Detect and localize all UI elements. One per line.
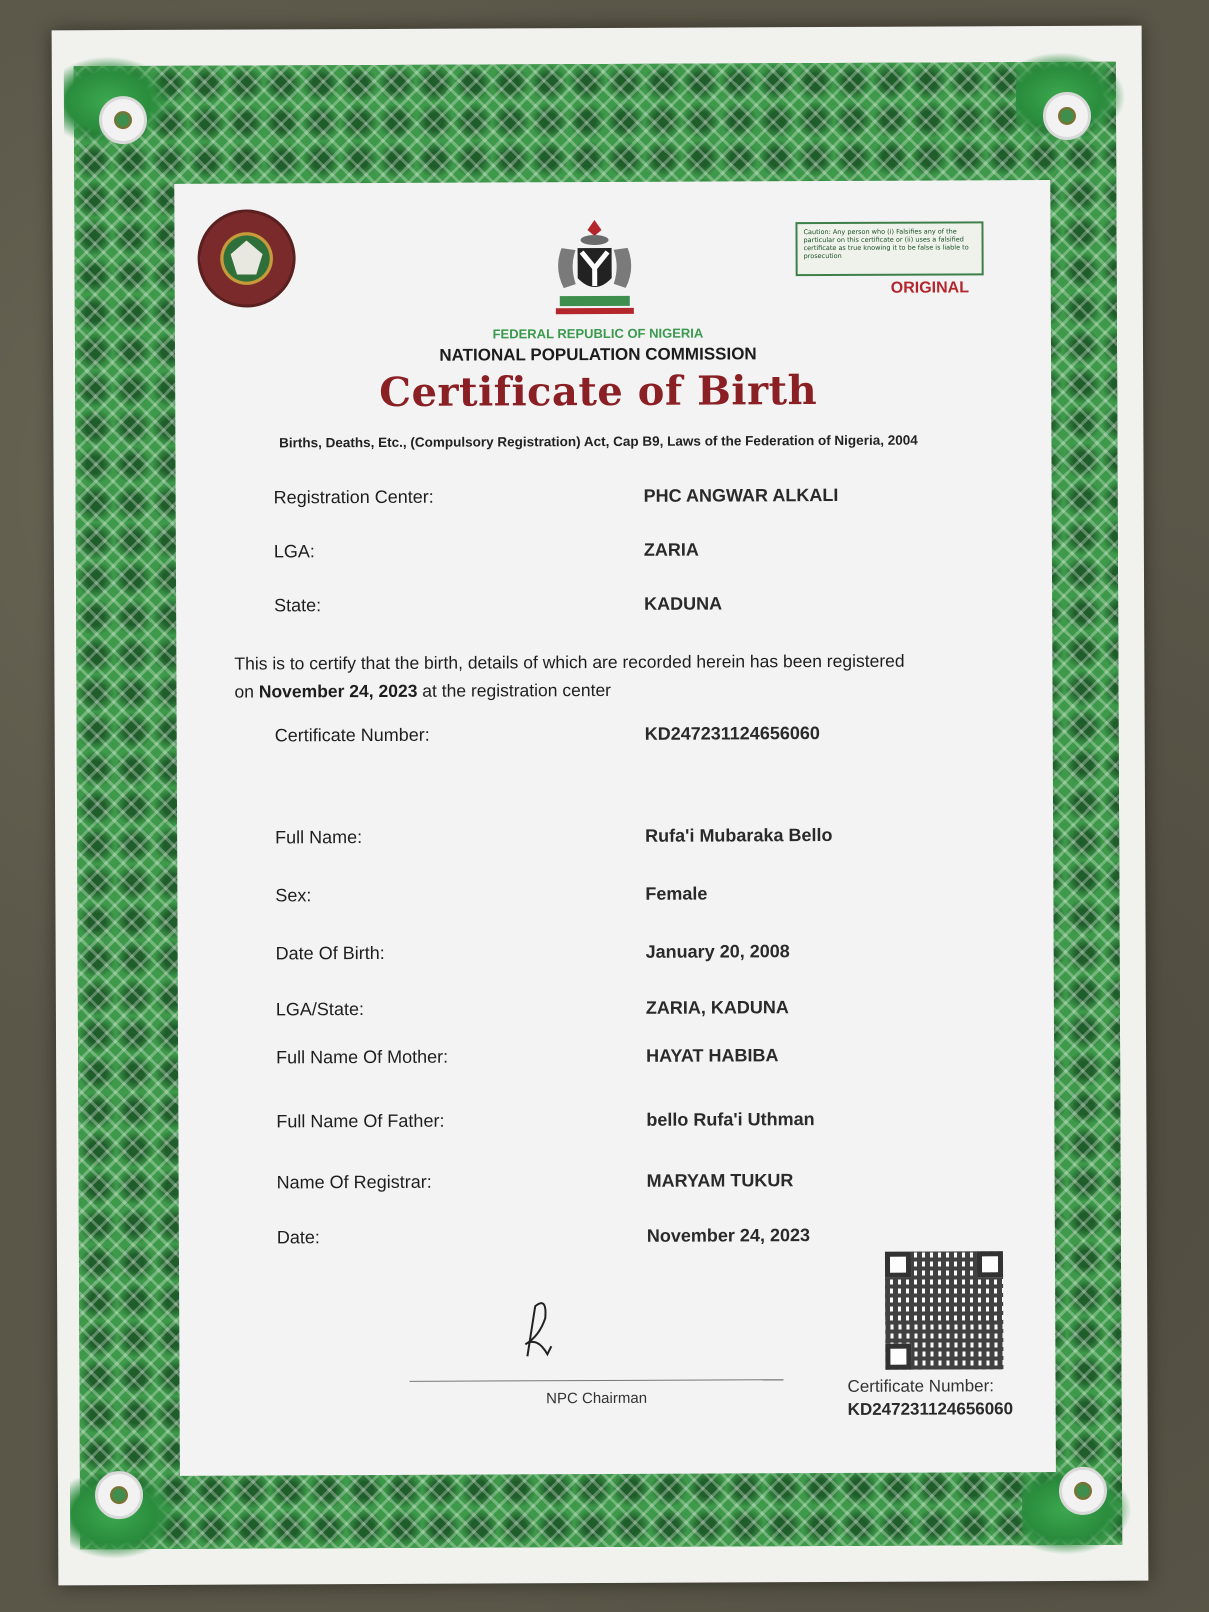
- qr-certificate-label: Certificate Number:: [847, 1376, 995, 1396]
- lga-state-value: ZARIA, KADUNA: [645, 997, 789, 1018]
- state-value: KADUNA: [644, 593, 723, 614]
- grommet-icon: [1043, 92, 1091, 140]
- signature-caption: NPC Chairman: [546, 1389, 648, 1408]
- republic-heading: FEDERAL REPUBLIC OF NIGERIA: [492, 325, 704, 342]
- dob-value: January 20, 2008: [645, 941, 790, 962]
- sex-label: Sex:: [275, 885, 312, 906]
- npc-seal-icon: [197, 209, 295, 307]
- act-reference: Births, Deaths, Etc., (Compulsory Registration) Act, Cap B9, Laws of the Federation of Nigeria, 2004: [279, 432, 918, 451]
- certificate-paper: [52, 26, 1149, 1586]
- father-name-label: Full Name Of Father:: [276, 1110, 445, 1132]
- commission-heading: NATIONAL POPULATION COMMISSION: [439, 344, 757, 365]
- caution-notice: Caution: Any person who (i) Falsifies any of the particular on this certificate or (ii) uses a falsified certificate as true knowing it to be false is liable to prosecution: [795, 221, 983, 276]
- sex-value: Female: [645, 883, 708, 904]
- original-label: ORIGINAL: [890, 279, 970, 297]
- date-value: November 24, 2023: [646, 1225, 811, 1246]
- certify-date: November 24, 2023: [258, 680, 418, 702]
- lga-value: ZARIA: [643, 539, 699, 560]
- registration-center-label: Registration Center:: [273, 486, 434, 508]
- grommet-icon: [1059, 1467, 1107, 1515]
- page-title: Certificate of Birth: [379, 367, 818, 416]
- registrar-label: Name Of Registrar:: [276, 1171, 432, 1193]
- qr-certificate-number: KD247231124656060: [847, 1399, 1014, 1419]
- full-name-label: Full Name:: [275, 827, 363, 848]
- qr-code-icon: [885, 1251, 1004, 1370]
- certificate-number-label: Certificate Number:: [274, 724, 430, 746]
- date-label: Date:: [276, 1227, 320, 1248]
- lga-label: LGA:: [273, 541, 315, 562]
- grommet-icon: [99, 96, 147, 144]
- mother-name-label: Full Name Of Mother:: [276, 1046, 449, 1068]
- certification-statement: [234, 647, 914, 706]
- full-name-value: Rufa'i Mubaraka Bello: [645, 824, 833, 846]
- signature: [517, 1296, 557, 1366]
- certify-text-before: This is to certify that the birth, details of which are recorded herein has been registered on: [234, 650, 905, 702]
- certificate-number-value: KD247231124656060: [644, 723, 820, 744]
- mother-name-value: HAYAT HABIBA: [646, 1045, 779, 1066]
- state-label: State:: [274, 595, 322, 616]
- certify-text-after: at the registration center: [417, 679, 612, 701]
- registrar-value: MARYAM TUKUR: [646, 1170, 794, 1191]
- grommet-icon: [95, 1471, 143, 1519]
- dob-label: Date Of Birth:: [275, 942, 385, 964]
- registration-center-value: PHC ANGWAR ALKALI: [643, 484, 839, 506]
- lga-state-label: LGA/State:: [275, 999, 364, 1020]
- coat-of-arms-icon: [539, 218, 649, 318]
- father-name-value: bello Rufa'i Uthman: [646, 1109, 815, 1130]
